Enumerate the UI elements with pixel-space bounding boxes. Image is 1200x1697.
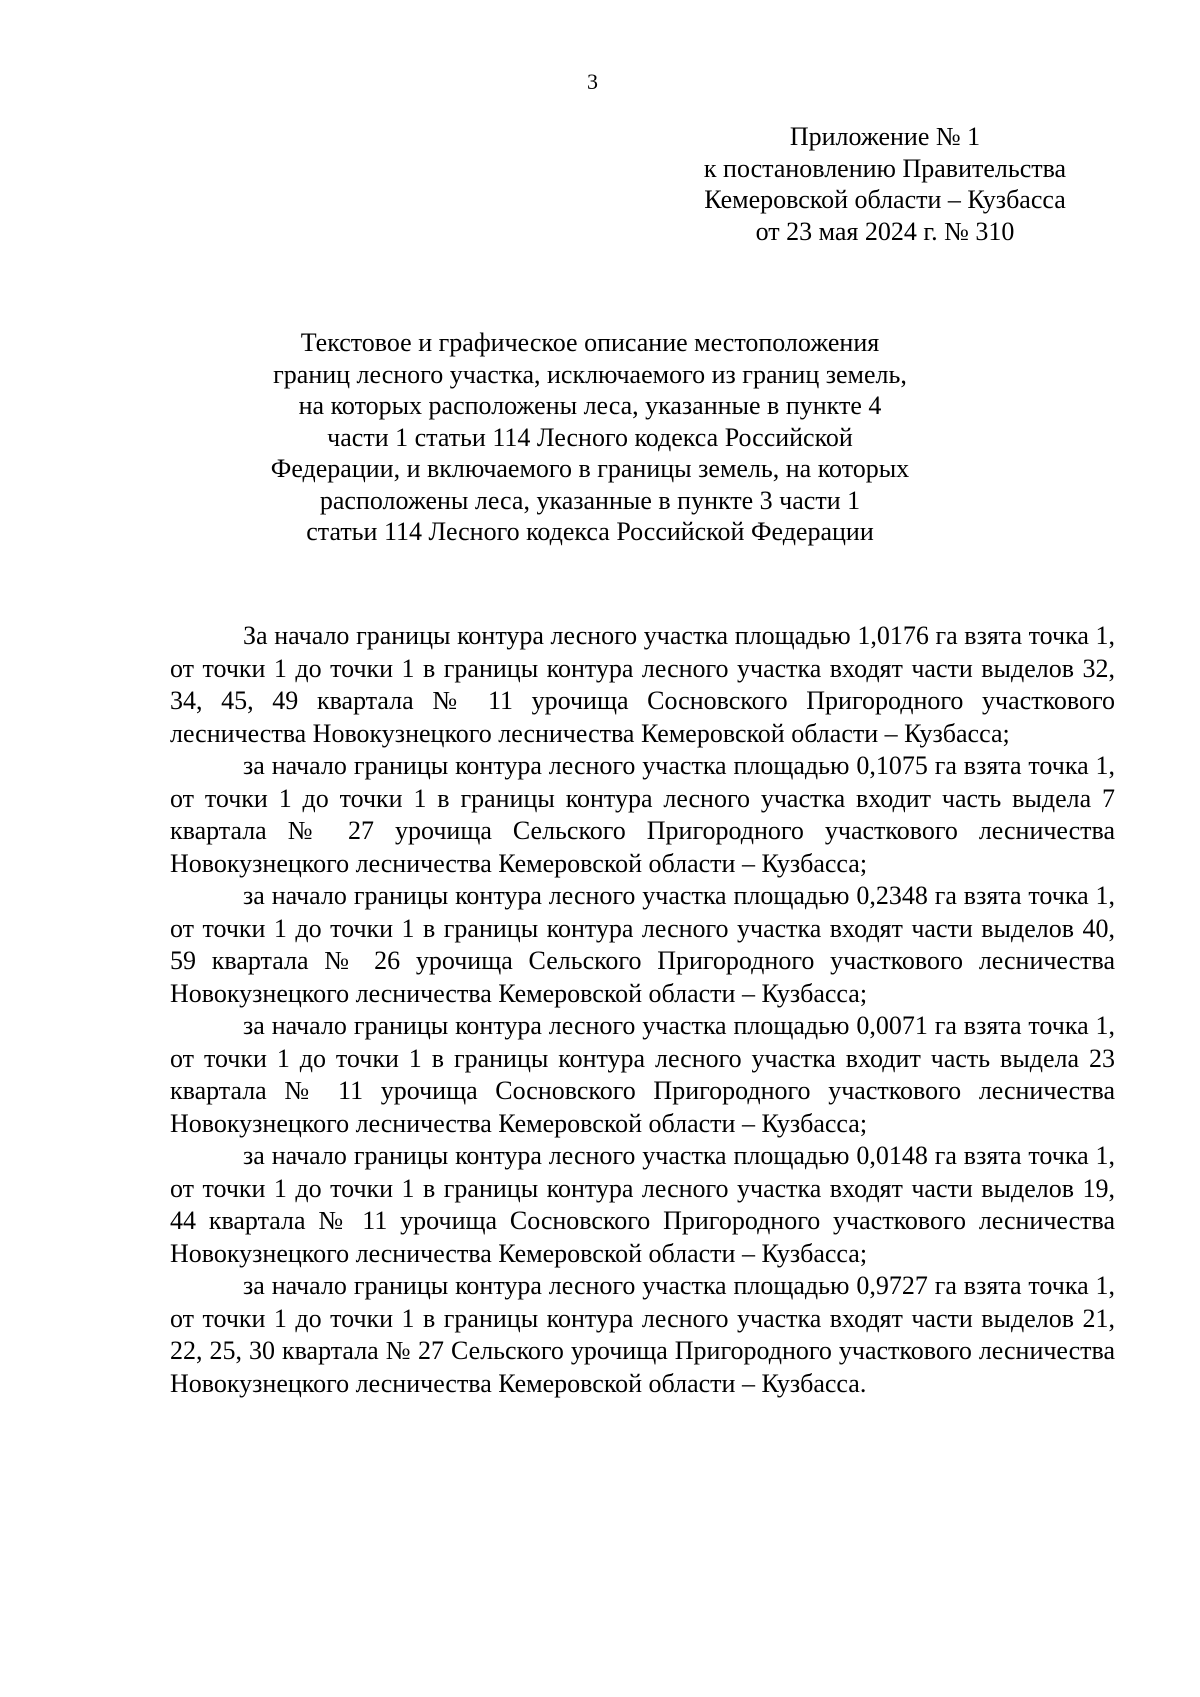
body-paragraph: за начало границы контура лесного участка площадью 0,1075 га взята точка 1, от точки 1 до точки 1 в границы контура лесного участка входит часть выдела 7 квартала № 27 урочища Сельского Пригородного участкового лесничества Новокузнецкого лесничества Кемеровской области – Кузбасса; — [170, 751, 1115, 878]
appendix-line: от 23 мая 2024 г. № 310 — [755, 216, 1015, 246]
body-paragraph: за начало границы контура лесного участка площадью 0,9727 га взята точка 1, от точки 1 до точки 1 в границы контура лесного участка входят части выделов 21, 22, 25, 30 квартала № 27 Сельского урочища Пригородного участкового лесничества Новокузнецкого лесничества Кемеровской области – Кузбасса. — [170, 1271, 1115, 1398]
title-line: Текстовое и графическое описание местоположения — [300, 328, 880, 357]
body-paragraph: За начало границы контура лесного участка площадью 1,0176 га взята точка 1, от точки 1 до точки 1 в границы контура лесного участка входят части выделов 32, 34, 45, 49 квартала № 11 урочища Сосновского Пригородного участкового лесничества Новокузнецкого лесничества Кемеровской области – Кузбасса; — [170, 621, 1115, 748]
appendix-line: к постановлению Правительства — [703, 153, 1067, 183]
title-line: на которых расположены леса, указанные в пункте 4 — [298, 391, 882, 420]
document-title — [180, 327, 1000, 548]
document-body — [170, 620, 1115, 1400]
body-paragraph: за начало границы контура лесного участка площадью 0,0148 га взята точка 1, от точки 1 до точки 1 в границы контура лесного участка входят части выделов 19, 44 квартала № 11 урочища Сосновского Пригородного участкового лесничества Новокузнецкого лесничества Кемеровской области – Кузбасса; — [170, 1141, 1115, 1268]
appendix-line: Кемеровской области – Кузбасса — [704, 185, 1066, 214]
title-line: расположены леса, указанные в пункте 3 части 1 — [319, 485, 861, 515]
title-line: границ лесного участка, исключаемого из границ земель, — [273, 359, 907, 389]
title-line: Федерации, и включаемого в границы земель, на которых — [270, 454, 910, 483]
appendix-header — [650, 121, 1120, 247]
title-line: статьи 114 Лесного кодекса Российской Федерации — [306, 517, 874, 546]
appendix-line: Приложение № 1 — [789, 122, 981, 151]
title-line: части 1 статьи 114 Лесного кодекса Российской — [327, 422, 853, 452]
page-number: 3 — [587, 69, 598, 94]
body-paragraph: за начало границы контура лесного участка площадью 0,2348 га взята точка 1, от точки 1 до точки 1 в границы контура лесного участка входят части выделов 40, 59 квартала № 26 урочища Сельского Пригородного участкового лесничества Новокузнецкого лесничества Кемеровской области – Кузбасса; — [170, 881, 1115, 1008]
body-paragraph: за начало границы контура лесного участка площадью 0,0071 га взята точка 1, от точки 1 до точки 1 в границы контура лесного участка входит часть выдела 23 квартала № 11 урочища Сосновского Пригородного участкового лесничества Новокузнецкого лесничества Кемеровской области – Кузбасса; — [170, 1011, 1115, 1138]
